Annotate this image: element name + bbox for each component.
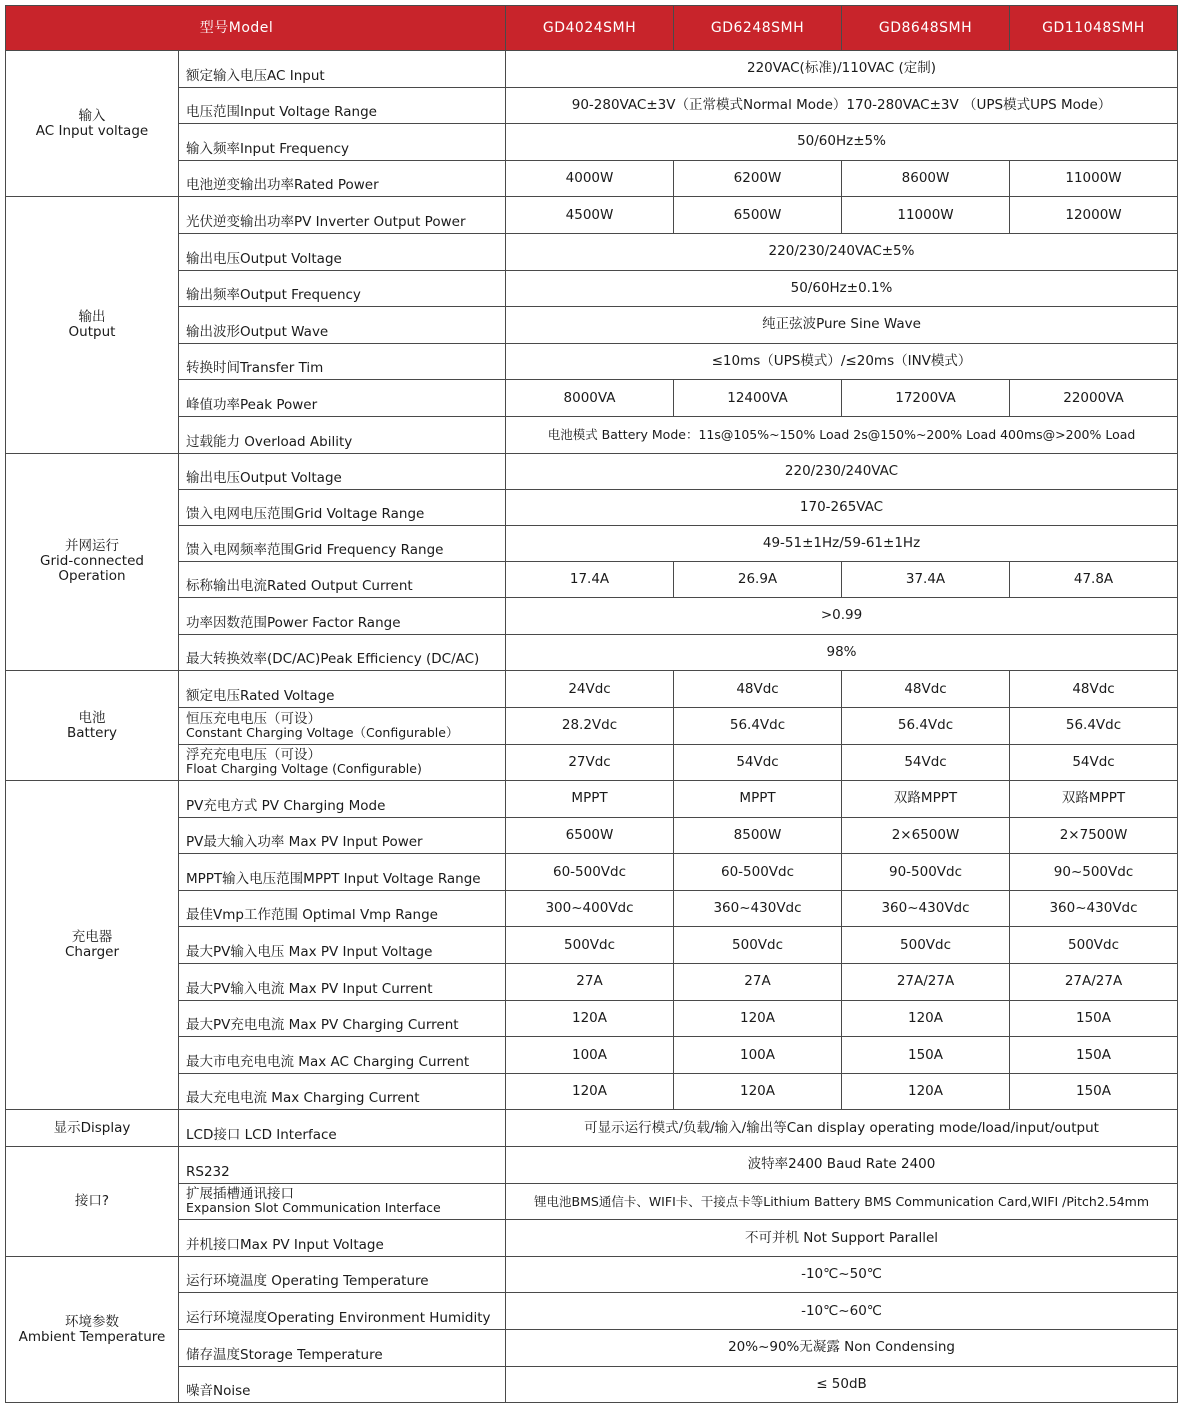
table-row xyxy=(6,343,1178,380)
param-label: 运行环境湿度Operating Environment Humidity xyxy=(179,1293,506,1330)
param-label: 输出频率Output Frequency xyxy=(179,270,506,307)
param-label: 馈入电网电压范围Grid Voltage Range xyxy=(179,490,506,526)
param-value: 8000VA xyxy=(506,380,674,417)
param-value: 360~430Vdc xyxy=(674,890,842,927)
section-title-en: Operation xyxy=(58,568,126,585)
param-value: 28.2Vdc xyxy=(506,707,674,744)
table-row xyxy=(6,671,1178,708)
param-label-cn: 恒压充电电压（可设） xyxy=(186,710,321,727)
param-value: 8600W xyxy=(842,160,1010,197)
param-value: 500Vdc xyxy=(674,927,842,964)
param-label: 输出电压Output Voltage xyxy=(179,233,506,270)
param-value: 220VAC(标准)/110VAC (定制) xyxy=(506,51,1178,88)
param-value: 150A xyxy=(1010,1073,1178,1110)
param-value: 500Vdc xyxy=(842,927,1010,964)
param-label: 并机接口Max PV Input Voltage xyxy=(179,1220,506,1257)
param-value: 120A xyxy=(842,1073,1010,1110)
section-title-en: Charger xyxy=(65,944,119,961)
table-row xyxy=(6,744,1178,781)
table-row xyxy=(6,598,1178,635)
param-value: 54Vdc xyxy=(842,744,1010,781)
table-row xyxy=(6,270,1178,307)
param-value: 37.4A xyxy=(842,562,1010,598)
param-value: 120A xyxy=(674,1000,842,1037)
param-value: 20%~90%无凝露 Non Condensing xyxy=(506,1330,1178,1367)
param-value: 90-500Vdc xyxy=(842,854,1010,891)
param-label: 最大转换效率(DC/AC)Peak Efficiency (DC/AC) xyxy=(179,634,506,671)
table-row xyxy=(6,634,1178,671)
param-value: 500Vdc xyxy=(506,927,674,964)
table-row xyxy=(6,526,1178,562)
param-label: 输入频率Input Frequency xyxy=(179,124,506,161)
param-value: 90~500Vdc xyxy=(1010,854,1178,891)
param-label: 储存温度Storage Temperature xyxy=(179,1330,506,1367)
param-value: 50/60Hz±5% xyxy=(506,124,1178,161)
table-row xyxy=(6,854,1178,891)
param-value: 6200W xyxy=(674,160,842,197)
param-label: 输出波形Output Wave xyxy=(179,307,506,344)
param-label: MPPT输入电压范围MPPT Input Voltage Range xyxy=(179,854,506,891)
param-value: 120A xyxy=(506,1073,674,1110)
table-row xyxy=(6,1073,1178,1110)
param-label-cn: 扩展插槽通讯接口 xyxy=(186,1186,294,1203)
table-row xyxy=(6,233,1178,270)
param-value: 50/60Hz±0.1% xyxy=(506,270,1178,307)
table-row xyxy=(6,562,1178,598)
param-value: 11000W xyxy=(1010,160,1178,197)
model-name: GD8648SMH xyxy=(842,6,1010,51)
param-value: 49-51±1Hz/59-61±1Hz xyxy=(506,526,1178,562)
param-label xyxy=(179,707,506,744)
param-value: 220/230/240VAC xyxy=(506,453,1178,490)
param-value: 26.9A xyxy=(674,562,842,598)
section-ambient xyxy=(6,1256,179,1402)
param-value: 48Vdc xyxy=(842,671,1010,708)
param-value: 150A xyxy=(1010,1037,1178,1074)
table-row xyxy=(6,1110,1178,1147)
table-row xyxy=(6,890,1178,927)
param-value: 60-500Vdc xyxy=(506,854,674,891)
param-value: 6500W xyxy=(506,817,674,854)
section-title-cn: 环境参数 xyxy=(65,1313,119,1330)
param-value: 90-280VAC±3V（正常模式Normal Mode）170-280VAC±3V （UPS模式UPS Mode） xyxy=(506,87,1178,124)
param-value: 27A/27A xyxy=(1010,964,1178,1001)
param-label: 额定输入电压AC Input xyxy=(179,51,506,88)
param-value: 4000W xyxy=(506,160,674,197)
param-value: 6500W xyxy=(674,197,842,234)
param-label: 功率因数范围Power Factor Range xyxy=(179,598,506,635)
param-value: 100A xyxy=(506,1037,674,1074)
param-label: 额定电压Rated Voltage xyxy=(179,671,506,708)
section-title-en: Battery xyxy=(67,724,117,741)
table-row xyxy=(6,1330,1178,1367)
param-value: 波特率2400 Baud Rate 2400 xyxy=(506,1147,1178,1184)
param-label: 最大充电电流 Max Charging Current xyxy=(179,1073,506,1110)
section-interface: 接口? xyxy=(6,1147,179,1257)
param-label: 噪音Noise xyxy=(179,1366,506,1403)
param-value: 54Vdc xyxy=(1010,744,1178,781)
param-value: 22000VA xyxy=(1010,380,1178,417)
param-label: 电池逆变输出功率Rated Power xyxy=(179,160,506,197)
table-row xyxy=(6,1000,1178,1037)
param-label xyxy=(179,744,506,781)
param-value: 纯正弦波Pure Sine Wave xyxy=(506,307,1178,344)
param-value: 150A xyxy=(842,1037,1010,1074)
section-battery xyxy=(6,671,179,781)
spec-table xyxy=(5,5,1178,1403)
param-value: 98% xyxy=(506,634,1178,671)
table-row xyxy=(6,964,1178,1001)
param-value: MPPT xyxy=(674,781,842,818)
param-label: 输出电压Output Voltage xyxy=(179,453,506,490)
param-value: 56.4Vdc xyxy=(842,707,1010,744)
table-row xyxy=(6,307,1178,344)
model-header: 型号Model xyxy=(6,6,506,51)
table-row xyxy=(6,160,1178,197)
table-row xyxy=(6,380,1178,417)
param-value: 不可并机 Not Support Parallel xyxy=(506,1220,1178,1257)
param-label: 馈入电网频率范围Grid Frequency Range xyxy=(179,526,506,562)
param-value: 电池模式 Battery Mode：11s@105%~150% Load 2s@150%~200% Load 400ms@>200% Load xyxy=(506,416,1178,453)
table-row xyxy=(6,781,1178,818)
param-label: 运行环境温度 Operating Temperature xyxy=(179,1256,506,1293)
param-value: 56.4Vdc xyxy=(1010,707,1178,744)
table-row xyxy=(6,490,1178,526)
param-label-en: Constant Charging Voltage（Configurable） xyxy=(186,724,459,740)
param-value: 360~430Vdc xyxy=(1010,890,1178,927)
table-row xyxy=(6,927,1178,964)
table-row xyxy=(6,1147,1178,1184)
table-row xyxy=(6,453,1178,490)
section-grid xyxy=(6,453,179,671)
param-label-cn: 浮充充电电压（可设） xyxy=(186,747,321,764)
param-value: 4500W xyxy=(506,197,674,234)
param-label: LCD接口 LCD Interface xyxy=(179,1110,506,1147)
param-value: 170-265VAC xyxy=(506,490,1178,526)
table-row xyxy=(6,1256,1178,1293)
param-value: 双路MPPT xyxy=(1010,781,1178,818)
param-value: 48Vdc xyxy=(1010,671,1178,708)
section-input xyxy=(6,51,179,197)
param-value: 24Vdc xyxy=(506,671,674,708)
table-row xyxy=(6,1037,1178,1074)
param-value: 220/230/240VAC±5% xyxy=(506,233,1178,270)
param-value: 17200VA xyxy=(842,380,1010,417)
param-label: 峰值功率Peak Power xyxy=(179,380,506,417)
table-row xyxy=(6,1183,1178,1220)
table-row xyxy=(6,416,1178,453)
param-value: 360~430Vdc xyxy=(842,890,1010,927)
param-value: 27A/27A xyxy=(842,964,1010,1001)
param-value: 54Vdc xyxy=(674,744,842,781)
param-label: PV最大输入功率 Max PV Input Power xyxy=(179,817,506,854)
table-row xyxy=(6,1293,1178,1330)
section-display: 显示Display xyxy=(6,1110,179,1147)
param-label: PV充电方式 PV Charging Mode xyxy=(179,781,506,818)
table-row xyxy=(6,87,1178,124)
model-name: GD4024SMH xyxy=(506,6,674,51)
param-value: 56.4Vdc xyxy=(674,707,842,744)
table-row xyxy=(6,707,1178,744)
section-title-cn: 充电器 xyxy=(71,929,113,946)
model-name: GD11048SMH xyxy=(1010,6,1178,51)
param-value: 17.4A xyxy=(506,562,674,598)
table-row xyxy=(6,1220,1178,1257)
param-value: 48Vdc xyxy=(674,671,842,708)
section-charger xyxy=(6,781,179,1110)
param-value: 可显示运行模式/负载/输入/输出等Can display operating mode/load/input/output xyxy=(506,1110,1178,1147)
param-label: 最大PV充电电流 Max PV Charging Current xyxy=(179,1000,506,1037)
param-value: 2×6500W xyxy=(842,817,1010,854)
section-title-cn: 输出 xyxy=(78,308,106,325)
param-label: 过载能力 Overload Ability xyxy=(179,416,506,453)
param-value: 120A xyxy=(506,1000,674,1037)
param-value: -10℃~50℃ xyxy=(506,1256,1178,1293)
param-value: 27A xyxy=(506,964,674,1001)
section-title-en: Grid-connected xyxy=(40,553,144,570)
param-value: 60-500Vdc xyxy=(674,854,842,891)
param-value: 500Vdc xyxy=(1010,927,1178,964)
section-title-en: AC Input voltage xyxy=(35,122,149,139)
section-title-cn: 电池 xyxy=(78,709,106,726)
param-label: RS232 xyxy=(179,1147,506,1184)
param-label: 最大PV输入电压 Max PV Input Voltage xyxy=(179,927,506,964)
param-value: 27A xyxy=(674,964,842,1001)
param-value: 11000W xyxy=(842,197,1010,234)
param-value: >0.99 xyxy=(506,598,1178,635)
param-label: 电压范围Input Voltage Range xyxy=(179,87,506,124)
table-row xyxy=(6,817,1178,854)
table-row xyxy=(6,51,1178,88)
param-label: 标称输出电流Rated Output Current xyxy=(179,562,506,598)
section-title-en: Output xyxy=(68,323,116,340)
section-output xyxy=(6,197,179,453)
model-name: GD6248SMH xyxy=(674,6,842,51)
section-title-cn: 输入 xyxy=(78,107,106,124)
param-value: 2×7500W xyxy=(1010,817,1178,854)
param-value: 27Vdc xyxy=(506,744,674,781)
param-value: 锂电池BMS通信卡、WIFI卡、干接点卡等Lithium Battery BMS Communication Card,WIFI /Pitch2.54mm xyxy=(506,1183,1178,1220)
param-value: 双路MPPT xyxy=(842,781,1010,818)
param-label: 最大市电充电电流 Max AC Charging Current xyxy=(179,1037,506,1074)
param-value: ≤ 50dB xyxy=(506,1366,1178,1403)
param-label: 转换时间Transfer Tim xyxy=(179,343,506,380)
section-title-cn: 并网运行 xyxy=(65,538,119,555)
param-label: 最大PV输入电流 Max PV Input Current xyxy=(179,964,506,1001)
param-value: MPPT xyxy=(506,781,674,818)
param-value: 300~400Vdc xyxy=(506,890,674,927)
param-value: ≤10ms（UPS模式）/≤20ms（INV模式） xyxy=(506,343,1178,380)
param-value: 47.8A xyxy=(1010,562,1178,598)
param-value: -10℃~60℃ xyxy=(506,1293,1178,1330)
table-row xyxy=(6,1366,1178,1403)
header-row xyxy=(6,6,1178,51)
param-value: 150A xyxy=(1010,1000,1178,1037)
param-label xyxy=(179,1183,506,1220)
param-label: 光伏逆变输出功率PV Inverter Output Power xyxy=(179,197,506,234)
param-label-en: Float Charging Voltage (Configurable) xyxy=(186,761,422,777)
section-title-en: Ambient Temperature xyxy=(18,1328,166,1345)
param-value: 12000W xyxy=(1010,197,1178,234)
table-row xyxy=(6,124,1178,161)
param-value: 12400VA xyxy=(674,380,842,417)
param-value: 120A xyxy=(842,1000,1010,1037)
param-value: 120A xyxy=(674,1073,842,1110)
param-value: 100A xyxy=(674,1037,842,1074)
param-value: 8500W xyxy=(674,817,842,854)
param-label-en: Expansion Slot Communication Interface xyxy=(186,1200,441,1216)
param-label: 最佳Vmp工作范围 Optimal Vmp Range xyxy=(179,890,506,927)
table-row xyxy=(6,197,1178,234)
